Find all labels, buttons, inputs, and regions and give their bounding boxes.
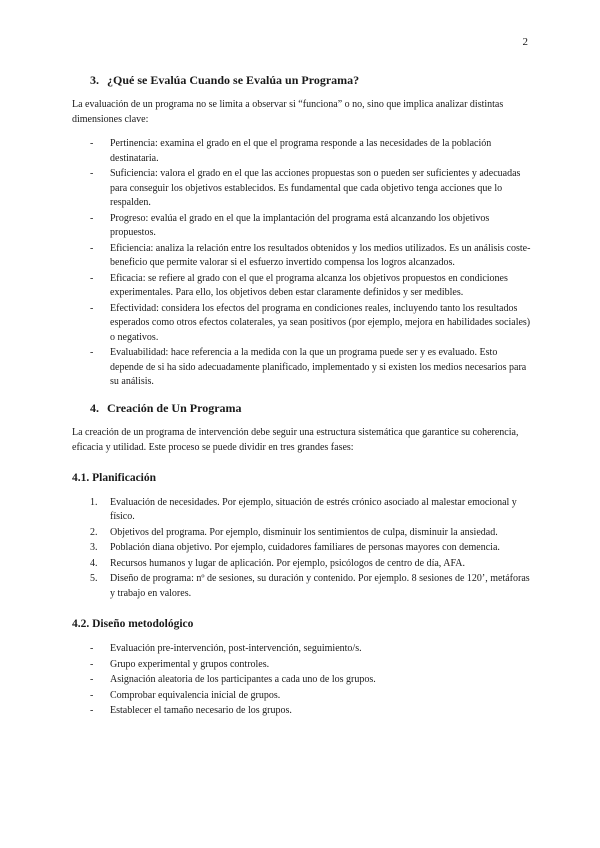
list-item: [72, 642, 532, 657]
list-item-text: Recursos humanos y lugar de aplicación. Por ejemplo, psicólogos de centro de día, AFA.: [110, 557, 466, 569]
list-dash: -: [90, 168, 94, 179]
page-content: [72, 72, 532, 720]
list-item-text: Objetivos del programa. Por ejemplo, disminuir los sentimientos de culpa, disminuir la ansiedad.: [110, 526, 498, 538]
list-item-text: Establecer el tamaño necesario de los grupos.: [110, 705, 292, 716]
section-4-2-list: [72, 642, 532, 719]
section-4-intro: La creación de un programa de intervención debe seguir una estructura sistemática que garantice su coherencia, eficacia y utilidad. Este proceso se puede dividir en tres grandes fases:: [72, 426, 519, 453]
list-dash: -: [90, 242, 94, 254]
list-dash: -: [90, 138, 94, 149]
list-item: [72, 346, 532, 390]
list-item-text: Población diana objetivo. Por ejemplo, cuidadores familiares de personas mayores con demencia.: [110, 542, 500, 553]
list-item-text: Pertinencia: examina el grado en el que el programa responde a las necesidades de la población destinataria.: [110, 138, 492, 164]
list-item-text: Asignación aleatoria de los participantes a cada uno de los grupos.: [110, 674, 376, 685]
list-item: [72, 541, 532, 556]
list-item-text: Evaluación de necesidades. Por ejemplo, situación de estrés crónico asociado al malestar emocional y físico.: [110, 496, 517, 522]
list-item: [72, 557, 532, 572]
list-item-text: Eficacia: se refiere al grado con el que el programa alcanza los objetivos propuestos en condiciones experimentales. Para ello, los objetivos deben estar claramente definidos y ser medibles.: [110, 272, 508, 298]
list-number: 2.: [90, 526, 98, 538]
list-dash: -: [90, 212, 94, 224]
list-item-text: Comprobar equivalencia inicial de grupos.: [110, 689, 281, 701]
section-4-2-heading: 4.2. Diseño metodológico: [72, 618, 194, 630]
section-4-number: 4.: [90, 400, 99, 415]
list-dash: -: [90, 302, 94, 314]
list-number: 5.: [90, 573, 98, 584]
list-dash: -: [90, 272, 94, 284]
list-item: [72, 689, 532, 704]
list-item: [72, 137, 532, 166]
page-number: 2: [522, 36, 528, 48]
list-dash: -: [90, 705, 94, 716]
section-3-list: [72, 137, 532, 390]
section-3-title: ¿Qué se Evalúa Cuando se Evalúa un Programa?: [107, 73, 360, 87]
section-4-title: Creación de Un Programa: [107, 400, 242, 415]
list-item: [72, 572, 532, 601]
list-item-text: Suficiencia: valora el grado en el que las acciones propuestas son o pueden ser suficientes y adecuadas para conseguir los objetivos establecidos. Es fundamental que cada objetivo tenga acciones que lo respalden.: [110, 168, 521, 208]
list-item-text: Progreso: evalúa el grado en el que la implantación del programa está alcanzando los objetivos propuestos.: [110, 212, 490, 238]
section-3-number: 3.: [90, 73, 99, 87]
list-item-text: Evaluación pre-intervención, post-intervención, seguimiento/s.: [110, 643, 362, 654]
list-dash: -: [90, 643, 94, 654]
section-4-heading: [90, 400, 532, 416]
list-dash: -: [90, 658, 94, 670]
list-dash: -: [90, 674, 94, 685]
list-item: [72, 704, 532, 719]
list-item-text: Evaluabilidad: hace referencia a la medida con la que un programa puede ser y es evaluado. Esto depende de si ha sido adecuadamente planificado, implementado y si existen los medios necesarios para su análisis.: [110, 347, 527, 387]
list-item: [72, 658, 532, 673]
list-item: [72, 526, 532, 541]
list-item: [72, 302, 532, 346]
list-item: [72, 496, 532, 525]
list-item: [72, 272, 532, 301]
list-item: [72, 212, 532, 241]
list-item-text: Efectividad: considera los efectos del programa en condiciones reales, incluyendo tanto los resultados esperados como otros efectos colaterales, ya sean positivos (por ejemplo, mejora en habilidades sociales) o negativos.: [110, 302, 531, 343]
section-3-intro: La evaluación de un programa no se limita a observar si “funciona” o no, sino que implica analizar distintas dimensiones clave:: [72, 99, 504, 125]
list-item-text: Grupo experimental y grupos controles.: [110, 658, 270, 670]
list-item-text: Eficiencia: analiza la relación entre los resultados obtenidos y los medios utilizados. Es un análisis coste-beneficio que permite valorar si el esfuerzo invertido compensa los logros alcanzados.: [110, 242, 531, 268]
list-dash: -: [90, 689, 94, 701]
list-number: 1.: [90, 496, 98, 508]
section-3-heading: [90, 72, 532, 88]
list-item: [72, 167, 532, 211]
list-item: [72, 673, 532, 688]
list-number: 3.: [90, 542, 98, 553]
section-4-1-heading: 4.1. Planificación: [72, 471, 157, 484]
list-dash: -: [90, 347, 94, 358]
list-number: 4.: [90, 557, 98, 569]
section-4-1-list: [72, 496, 532, 602]
list-item-text: Diseño de programa: nº de sesiones, su duración y contenido. Por ejemplo. 8 sesiones de 120’, metáforas y trabajo en valores.: [110, 573, 530, 599]
list-item: [72, 242, 532, 271]
